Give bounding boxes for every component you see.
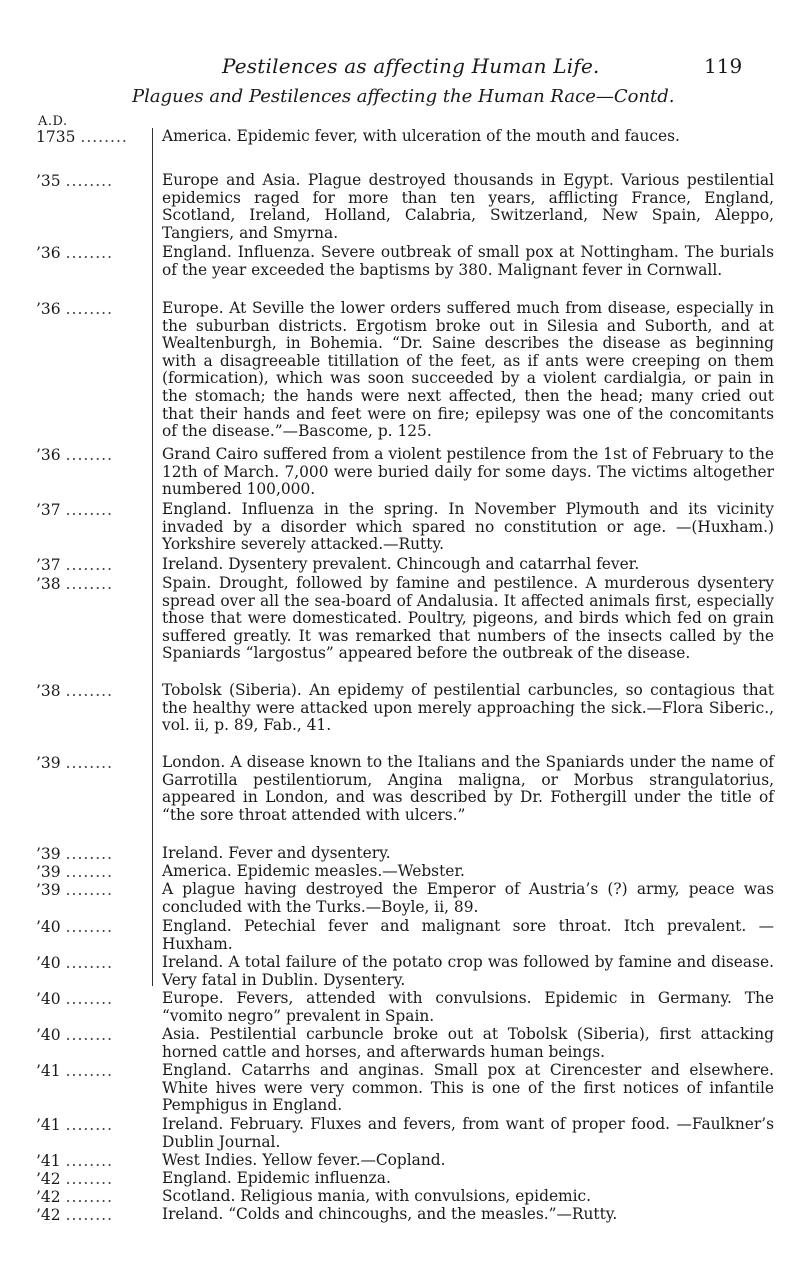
entry-text: Europe. At Seville the lower orders suffered much from disease, especially in the suburban districts. Ergotism broke out in Silesia and Suborth, and at Wealtenburgh, in Bohemia. “Dr. Saine describes the disease as beginning with a disagreeable titillation of the feet, as if ants were creeping on them (formication), which was soon succeeded by a violent cardialgia, or pain in the stomach; the hands were next affected, then the head; many cried out that their hands and feet were on fire; epilepsy was one of the concomitants of the disease.”—Bascome, p. 125. <box>162 299 774 441</box>
entry-year: ’39 ........ <box>36 845 114 863</box>
entry-year: ’36 ........ <box>36 300 114 318</box>
entry-year: ’42 ........ <box>36 1206 114 1224</box>
entry-text: England. Epidemic influenza. <box>162 1169 391 1187</box>
page-number: 119 <box>704 54 743 78</box>
entry-year: 1735 ........ <box>36 128 128 146</box>
entry-year: ’35 ........ <box>36 172 114 190</box>
entry-year: ’40 ........ <box>36 1026 114 1044</box>
entry-text: England. Catarrhs and anginas. Small pox at Cirencester and elsewhere. White hives were very common. This is one of the first notices of infantile Pemphigus in England. <box>162 1061 774 1115</box>
entry-year: ’40 ........ <box>36 918 114 936</box>
entry-year: ’37 ........ <box>36 556 114 574</box>
entry-text: Scotland. Religious mania, with convulsions, epidemic. <box>162 1187 592 1205</box>
entry-text: England. Influenza. Severe outbreak of small pox at Nottingham. The burials of the year exceeded the baptisms by 380. Malignant fever in Cornwall. <box>162 243 774 279</box>
entry-year: ’40 ........ <box>36 990 114 1008</box>
entry-text: Grand Cairo suffered from a violent pestilence from the 1st of February to the 12th of March. 7,000 were buried daily for some days. The victims altogether numbered 100,000. <box>162 445 774 499</box>
entry-text: Spain. Drought, followed by famine and pestilence. A murderous dysentery spread over all the sea-board of Andalusia. It affected animals first, especially those that were domesticated. Poultry, pigeons, and birds which fed on grain suffered greatly. It was remarked that numbers of the insects called by the Spaniards “largostus” appeared before the outbreak of the disease. <box>162 574 774 663</box>
table-title: Plagues and Pestilences affecting the Human Race—Contd. <box>132 86 675 107</box>
entry-text: Asia. Pestilential carbuncle broke out at Tobolsk (Siberia), first attacking horned cattle and horses, and afterwards human beings. <box>162 1025 774 1061</box>
entry-year: ’40 ........ <box>36 954 114 972</box>
entry-year: ’42 ........ <box>36 1188 114 1206</box>
entry-year: ’39 ........ <box>36 881 114 899</box>
entry-text: Europe and Asia. Plague destroyed thousands in Egypt. Various pestilential epidemics raged for more than ten years, afflicting France, England, Scotland, Ireland, Holland, Calabria, Switzerland, New Spain, Aleppo, Tangiers, and Smyrna. <box>162 171 774 242</box>
entry-year: ’41 ........ <box>36 1152 114 1170</box>
entry-year: ’41 ........ <box>36 1062 114 1080</box>
entry-text: Europe. Fevers, attended with convulsions. Epidemic in Germany. The “vomito negro” prevalent in Spain. <box>162 989 774 1025</box>
column-divider <box>152 128 153 986</box>
running-title: Pestilences as affecting Human Life. <box>222 54 600 78</box>
entry-text: America. Epidemic fever, with ulceration of the mouth and fauces. <box>162 127 680 145</box>
entry-year: ’36 ........ <box>36 446 114 464</box>
entry-text: Ireland. “Colds and chincoughs, and the measles.”—Rutty. <box>162 1205 618 1223</box>
entry-year: ’39 ........ <box>36 863 114 881</box>
year-column-label: A.D. <box>38 114 68 129</box>
entry-year: ’41 ........ <box>36 1116 114 1134</box>
entry-text: Tobolsk (Siberia). An epidemy of pestilential carbuncles, so contagious that the healthy were attacked upon merely approaching the sick.—Flora Siberic., vol. ii, p. 89, Fab., 41. <box>162 681 774 735</box>
entry-text: Ireland. Dysentery prevalent. Chincough and catarrhal fever. <box>162 555 640 573</box>
entry-year: ’37 ........ <box>36 501 114 519</box>
entry-text: Ireland. A total failure of the potato crop was followed by famine and disease. Very fatal in Dublin. Dysentery. <box>162 953 774 989</box>
entry-text: A plague having destroyed the Emperor of Austria’s (?) army, peace was concluded with the Turks.—Boyle, ii, 89. <box>162 880 774 916</box>
entry-year: ’39 ........ <box>36 754 114 772</box>
entry-year: ’36 ........ <box>36 244 114 262</box>
entry-year: ’42 ........ <box>36 1170 114 1188</box>
entry-text: London. A disease known to the Italians and the Spaniards under the name of Garrotilla pestilentiorum, Angina maligna, or Morbus strangulatorius, appeared in London, and was described by Dr. Fothergill under the title of “the sore throat attended with ulcers.” <box>162 753 774 824</box>
entry-text: Ireland. February. Fluxes and fevers, from want of proper food. —Faulkner’s Dublin Journal. <box>162 1115 774 1151</box>
entry-text: Ireland. Fever and dysentery. <box>162 844 391 862</box>
entry-text: America. Epidemic measles.—Webster. <box>162 862 465 880</box>
entry-text: West Indies. Yellow fever.—Copland. <box>162 1151 446 1169</box>
entry-text: England. Influenza in the spring. In November Plymouth and its vicinity invaded by a disorder which spared no constitution or age. —(Huxham.) Yorkshire severely attacked.—Rutty. <box>162 500 774 554</box>
entry-year: ’38 ........ <box>36 575 114 593</box>
entry-text: England. Petechial fever and malignant sore throat. Itch prevalent. —Huxham. <box>162 917 774 953</box>
entry-year: ’38 ........ <box>36 682 114 700</box>
